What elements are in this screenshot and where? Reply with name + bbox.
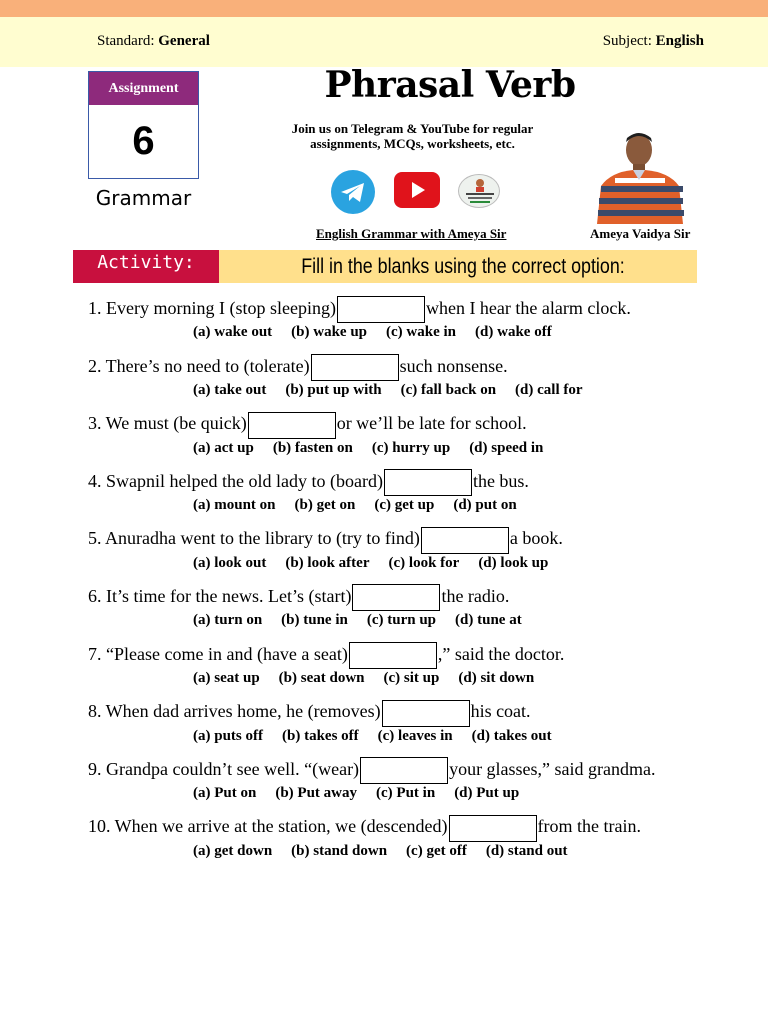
option-d[interactable]: (d) put on xyxy=(453,497,517,514)
question-item xyxy=(88,642,728,700)
question-text-end: your glasses,” said grandma. xyxy=(449,758,656,779)
option-b[interactable]: (b) wake up xyxy=(291,324,368,341)
option-d[interactable]: (d) stand out xyxy=(485,842,568,859)
page-title: Phrasal Verb xyxy=(324,64,576,106)
option-b[interactable]: (b) Put away xyxy=(275,785,358,802)
question-text: 5. Anuradha went to the library to (try to find) xyxy=(88,528,420,549)
teacher-name: Ameya Vaidya Sir xyxy=(590,226,691,241)
option-b[interactable]: (b) tune in xyxy=(281,612,348,629)
channel-name-link[interactable]: English Grammar with Ameya Sir xyxy=(316,226,507,241)
top-strip xyxy=(0,0,768,17)
option-c[interactable]: (c) turn up xyxy=(366,612,437,629)
question-text: 4. Swapnil helped the old lady to (board) xyxy=(88,470,383,491)
question-item xyxy=(88,354,728,412)
question-text: 1. Every morning I (stop sleeping) xyxy=(88,298,336,318)
question-text-end: such nonsense. xyxy=(399,355,508,376)
option-c[interactable]: (c) get up xyxy=(374,497,435,514)
instruction-text: Fill in the blanks using the correct option: xyxy=(301,255,625,278)
answer-blank[interactable] xyxy=(352,584,440,611)
question-text-end: when I hear the alarm clock. xyxy=(425,298,631,318)
question-text-end: or we’ll be late for school. xyxy=(336,413,527,434)
option-a[interactable]: (a) turn on xyxy=(193,612,263,629)
option-a[interactable]: (a) act up xyxy=(193,439,254,456)
subject-value: English xyxy=(655,33,704,49)
option-b[interactable]: (b) stand down xyxy=(291,842,388,859)
option-d[interactable]: (d) wake off xyxy=(475,324,552,341)
question-text-end: the bus. xyxy=(472,470,529,491)
question-text-end: his coat. xyxy=(470,701,531,722)
option-d[interactable]: (d) takes out xyxy=(471,727,552,744)
option-a[interactable]: (a) seat up xyxy=(193,669,260,686)
option-a[interactable]: (a) mount on xyxy=(193,497,276,514)
assignment-topic: Grammar xyxy=(95,186,192,210)
question-item xyxy=(88,584,728,642)
answer-blank[interactable] xyxy=(382,700,470,727)
question-text-end: from the train. xyxy=(537,816,641,837)
telegram-icon[interactable] xyxy=(331,170,375,214)
answer-blank[interactable] xyxy=(248,412,336,439)
join-text: Join us on Telegram & YouTube for regular assignments, MCQs, worksheets, etc. xyxy=(291,121,534,151)
option-a[interactable]: (a) look out xyxy=(193,554,267,571)
answer-blank[interactable] xyxy=(311,354,399,381)
youtube-icon[interactable] xyxy=(394,172,440,208)
option-c[interactable]: (c) Put in xyxy=(376,785,436,802)
option-d[interactable]: (d) Put up xyxy=(454,785,520,802)
question-text-end: a book. xyxy=(509,528,563,549)
question-text-end: ,” said the doctor. xyxy=(437,643,565,664)
option-d[interactable]: (d) speed in xyxy=(469,439,544,456)
answer-blank[interactable] xyxy=(337,296,425,323)
question-item xyxy=(88,296,728,354)
option-a[interactable]: (a) take out xyxy=(193,381,267,398)
option-c[interactable]: (c) get off xyxy=(406,842,467,859)
activity-tag: Activity: xyxy=(73,250,219,283)
question-item xyxy=(88,699,728,757)
option-b[interactable]: (b) look after xyxy=(285,554,370,571)
option-d[interactable]: (d) look up xyxy=(478,554,549,571)
option-b[interactable]: (b) fasten on xyxy=(272,439,353,456)
option-d[interactable]: (d) sit down xyxy=(458,669,535,686)
answer-blank[interactable] xyxy=(384,469,472,496)
option-a[interactable]: (a) wake out xyxy=(193,324,273,341)
option-d[interactable]: (d) tune at xyxy=(455,612,522,629)
question-text: 8. When dad arrives home, he (removes) xyxy=(88,701,381,722)
teacher-photo xyxy=(593,128,687,224)
channel-logo-icon[interactable] xyxy=(458,174,500,208)
question-item xyxy=(88,469,728,527)
assignment-number: 6 xyxy=(132,119,155,163)
standard-label: Standard: xyxy=(97,33,155,49)
option-b[interactable]: (b) seat down xyxy=(278,669,365,686)
option-a[interactable]: (a) get down xyxy=(193,842,273,859)
question-text: 6. It’s time for the news. Let’s (start) xyxy=(88,585,352,606)
option-c[interactable]: (c) hurry up xyxy=(371,439,451,456)
question-text: 7. “Please come in and (have a seat) xyxy=(88,643,348,664)
question-item xyxy=(88,526,728,584)
assignment-box xyxy=(88,71,199,179)
question-text: 3. We must (be quick) xyxy=(88,413,247,434)
answer-blank[interactable] xyxy=(449,815,537,842)
question-item xyxy=(88,411,728,469)
option-c[interactable]: (c) look for xyxy=(388,554,460,571)
question-text: 9. Grandpa couldn’t see well. “(wear) xyxy=(88,758,360,779)
standard-value: General xyxy=(158,33,210,49)
option-a[interactable]: (a) puts off xyxy=(193,727,263,744)
answer-blank[interactable] xyxy=(349,642,437,669)
option-c[interactable]: (c) leaves in xyxy=(377,727,453,744)
subject-info xyxy=(603,33,704,50)
option-a[interactable]: (a) Put on xyxy=(193,785,257,802)
subject-label: Subject: xyxy=(602,33,652,49)
question-item xyxy=(88,757,728,815)
answer-blank[interactable] xyxy=(421,527,509,554)
option-c[interactable]: (c) wake in xyxy=(386,324,457,341)
answer-blank[interactable] xyxy=(360,757,448,784)
option-d[interactable]: (d) call for xyxy=(515,381,583,398)
question-list xyxy=(88,296,728,872)
question-item xyxy=(88,814,728,872)
question-text-end: the radio. xyxy=(441,585,510,606)
option-c[interactable]: (c) fall back on xyxy=(400,381,497,398)
option-c[interactable]: (c) sit up xyxy=(383,669,440,686)
option-b[interactable]: (b) takes off xyxy=(282,727,359,744)
assignment-label: Assignment xyxy=(89,72,198,105)
question-text: 2. There’s no need to (tolerate) xyxy=(88,355,310,376)
option-b[interactable]: (b) get on xyxy=(294,497,356,514)
option-b[interactable]: (b) put up with xyxy=(285,381,382,398)
question-text: 10. When we arrive at the station, we (descended) xyxy=(88,816,448,837)
standard-info xyxy=(97,33,210,50)
